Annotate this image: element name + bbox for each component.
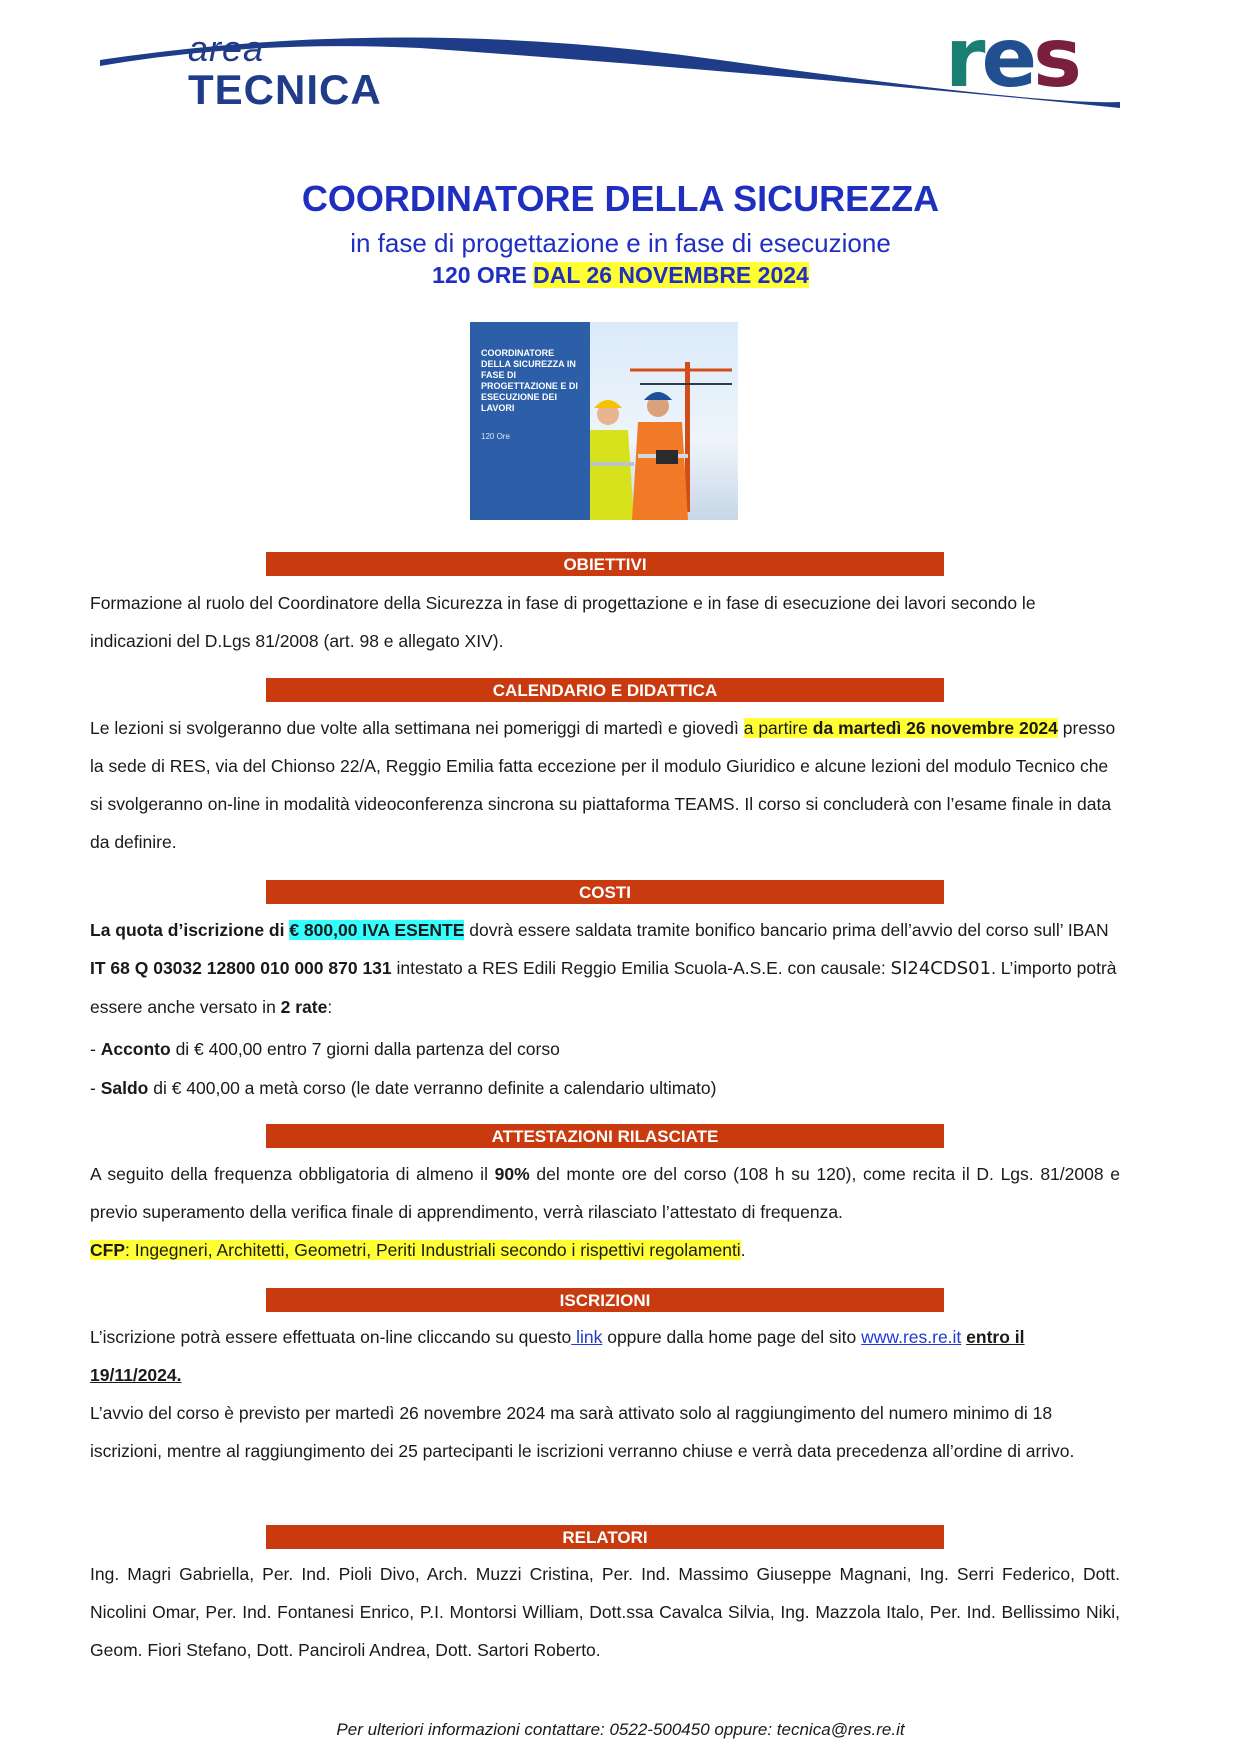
iscrizioni-note: L’avvio del corso è previsto per martedì 26 novembre 2024 ma sarà attivato solo al raggiungimento del numero minimo di 18 iscrizioni, mentre al raggiungimento dei 25 partecipanti le iscrizioni verranno chiuse e verrà data precedenza all’ordine di arrivo. [90,1403,1075,1461]
page-header [0,0,1241,130]
contact-footer: Per ulteriori informazioni contattare: 0522-500450 oppure: tecnica@res.re.it [336,1720,905,1739]
registration-deadline: entro il 19/11/2024. [90,1327,1025,1385]
registration-link[interactable]: link [571,1327,603,1347]
section-header-attestazioni: ATTESTAZIONI RILASCIATE [266,1124,944,1148]
causale: SI24CDS01 [890,958,992,979]
acconto-line: - Acconto di € 400,00 entro 7 giorni dalla partenza del corso [90,1039,560,1059]
saldo-line: - Saldo di € 400,00 a metà corso (le date verranno definite a calendario ultimato) [90,1078,717,1098]
website-link[interactable]: www.res.re.it [861,1327,962,1347]
res-logo: res [945,11,1078,106]
cover-hours: 120 Ore [481,432,510,441]
page-subtitle: in fase di progettazione e in fase di esecuzione [350,228,891,258]
cfp-line: CFP: Ingegneri, Architetti, Geometri, Periti Industriali secondo i rispettivi regolamenti. [90,1240,746,1260]
area-logo-word: area [188,28,265,69]
tecnica-logo-word: TECNICA [188,66,382,113]
course-cover-image [470,322,738,520]
course-start-date: DAL 26 NOVEMBRE 2024 [533,262,809,288]
iban: IT 68 Q 03032 12800 010 000 870 131 [90,958,392,978]
section-header-calendario: CALENDARIO E DIDATTICA [266,678,944,702]
course-dates [0,262,1241,289]
cover-title: COORDINATORE DELLA SICUREZZA IN FASE DI PROGETTAZIONE E DI ESECUZIONE DEI LAVORI [481,348,578,413]
obiettivi-text: Formazione al ruolo del Coordinatore della Sicurezza in fase di progettazione e in fase di esecuzione dei lavori secondo le indicazioni del D.Lgs 81/2008 (art. 98 e allegato XIV). [90,593,1036,651]
attestazioni-text: A seguito della frequenza obbligatoria di almeno il 90% del monte ore del corso (108 h su 120), come recita il D. Lgs. 81/2008 e previo superamento della verifica finale di apprendimento, verrà rilasciato l’attestato di frequenza. [90,1164,1120,1222]
section-header-iscrizioni: ISCRIZIONI [266,1288,944,1312]
calendario-text: Le lezioni si svolgeranno due volte alla settimana nei pomeriggi di martedì e giovedì a partire da martedì 26 novembre 2024 presso la sede di RES, via del Chionso 22/A, Reggio Emilia fatta eccezione per il modulo Giuridico e alcune lezioni del modulo Tecnico che si svolgeranno on-line in modalità videoconferenza sincrona su piattaforma TEAMS. Il corso si concluderà con l’esame finale in data da definire. [90,718,1116,852]
cover-title-panel [470,322,590,520]
section-header-obiettivi: OBIETTIVI [266,552,944,576]
iscrizioni-text: L’iscrizione potrà essere effettuata on-line cliccando su questo link oppure dalla home page del sito www.res.re.it entro il 19/11/2024. [90,1327,1025,1385]
section-header-relatori: RELATORI [266,1525,944,1549]
page-title: COORDINATORE DELLA SICUREZZA [301,178,940,219]
relatori-text: Ing. Magri Gabriella, Per. Ind. Pioli Divo, Arch. Muzzi Cristina, Per. Ind. Massimo Giuseppe Magnani, Ing. Serri Federico, Dott. Nicolini Omar, Per. Ind. Fontanesi Enrico, P.I. Montorsi William, Dott.ssa Cavalca Silvia, Ing. Mazzola Italo, Per. Ind. Bellissimo Niki, Geom. Fiori Stefano, Dott. Panciroli Andrea, Dott. Sartori Roberto. [90,1564,1120,1660]
price-highlight: € 800,00 IVA ESENTE [289,920,465,940]
course-hours: 120 ORE [432,262,534,288]
costi-text: La quota d’iscrizione di € 800,00 IVA ESENTE dovrà essere saldata tramite bonifico bancario prima dell’avvio del corso sull’ IBAN IT 68 Q 03032 12800 010 000 870 131 intestato a RES Edili Reggio Emilia Scuola-A.S.E. con causale: SI24CDS01. L’importo potrà essere anche versato in 2 rate: [90,920,1117,1017]
section-header-costi: COSTI [266,880,944,904]
